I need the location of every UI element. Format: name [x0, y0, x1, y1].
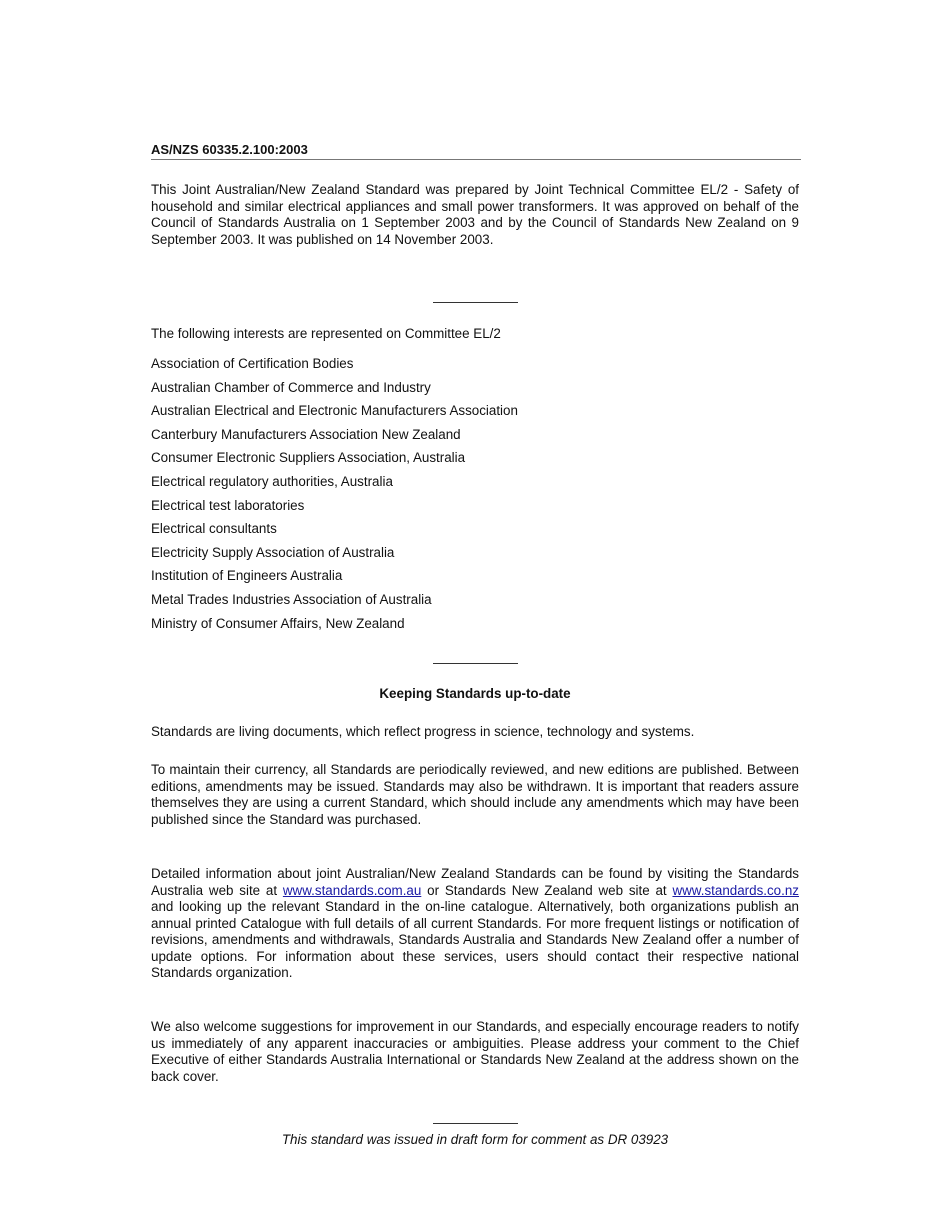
list-item: Electrical regulatory authorities, Australia [151, 473, 393, 489]
suggestions-paragraph: We also welcome suggestions for improvement in our Standards, and especially encourage readers to notify us immediately of any apparent inaccuracies or ambiguities. Please address your comment to the Chief Executive of either Standards Australia International or Standards New Zealand at the address shown on the back cover. [151, 1019, 799, 1084]
list-item: Metal Trades Industries Association of Australia [151, 591, 432, 607]
list-item: Institution of Engineers Australia [151, 568, 343, 584]
list-item: Electrical consultants [151, 521, 277, 537]
committee-intro: The following interests are represented on Committee EL/2 [151, 326, 501, 341]
information-text: and looking up the relevant Standard in the on-line catalogue. Alternatively, both organizations publish an annual printed Catalogue with full details of all current Standards. For more frequent listings or notification of revisions, amendments and withdrawals, Standards Australia and Standards New Zealand offer a number of update options. For information about these services, users should contact their respective national Standards organization. [151, 899, 799, 980]
preface-paragraph: This Joint Australian/New Zealand Standard was prepared by Joint Technical Committee EL/2 - Safety of household and similar electrical appliances and small power transformers. It was approved on behalf of the Council of Standards Australia on 1 September 2003 and by the Council of Standards New Zealand on 9 September 2003. It was published on 14 November 2003. [151, 182, 799, 247]
draft-note: This standard was issued in draft form for comment as DR 03923 [281, 1132, 669, 1147]
list-item: Electricity Supply Association of Australia [151, 544, 395, 560]
list-item: Association of Certification Bodies [151, 356, 354, 371]
currency-paragraph: To maintain their currency, all Standards are periodically reviewed, and new editions are published. Between editions, amendments may be issued. Standards may also be withdrawn. It is important that readers assure themselves they are using a current Standard, which should include any amendments which may have been published since the Standard was purchased. [151, 762, 799, 827]
list-item: Australian Chamber of Commerce and Industry [151, 379, 431, 395]
information-text: Detailed information about joint Australian/New Zealand Standards can be found by visiting the Standards Australia web site at [151, 866, 799, 898]
section-divider [433, 302, 518, 303]
list-item: Australian Electrical and Electronic Manufacturers Association [151, 403, 518, 419]
section-heading: Keeping Standards up-to-date [379, 686, 571, 701]
list-item: Ministry of Consumer Affairs, New Zealand [151, 615, 405, 631]
list-item: Canterbury Manufacturers Association New Zealand [151, 426, 461, 442]
section-divider [433, 663, 518, 664]
living-documents-paragraph: Standards are living documents, which reflect progress in science, technology and systems. [151, 724, 695, 739]
list-item: Consumer Electronic Suppliers Association, Australia [151, 450, 466, 466]
section-divider [433, 1123, 518, 1124]
standards-new-zealand-link[interactable]: www.standards.co.nz [672, 882, 799, 898]
committee-member-list [151, 355, 518, 638]
standard-number-header: AS/NZS 60335.2.100:2003 [151, 142, 801, 160]
information-paragraph [151, 866, 799, 982]
standards-australia-link[interactable]: www.standards.com.au [282, 882, 422, 898]
list-item: Electrical test laboratories [151, 497, 305, 513]
information-text: or Standards New Zealand web site at [421, 882, 673, 898]
